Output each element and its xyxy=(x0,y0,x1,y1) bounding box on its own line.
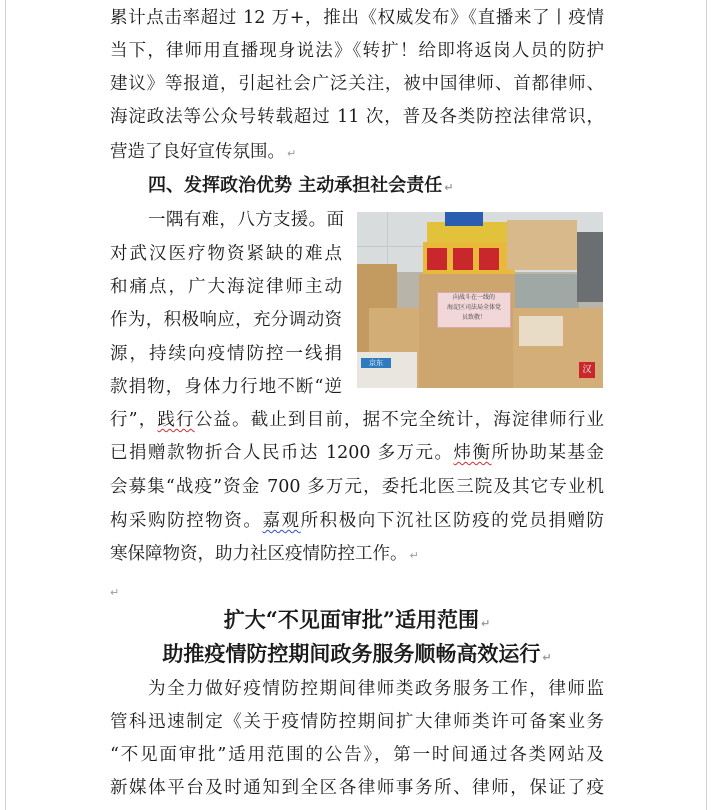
wrapped-line: 作为，积极响应，充分调动资 xyxy=(110,310,342,330)
body-line: 累计点击率超过 12 万+，推出《权威发布》《直播来了丨疫情 xyxy=(110,8,604,28)
donation-photo xyxy=(357,212,603,388)
body-line: 行”，践行公益。截止到目前，据不完全统计，海淀律师行业 xyxy=(110,410,604,430)
paragraph-mark: ↵ xyxy=(409,549,419,562)
article-title-line1: 扩大“不见面审批”适用范围 ↵ xyxy=(223,607,491,632)
paragraph-mark: ↵ xyxy=(287,147,297,160)
donation-sign: 向战斗在一线的 海淀区司法局全体党 员致敬！ xyxy=(437,292,511,328)
body-line-last: 营造了良好宣传氛围。 ↵ xyxy=(110,142,297,162)
body-line: “不见面审批”适用范围的公告》，第一时间通过各类网站及 xyxy=(110,745,604,765)
body-line: 建议》等报道，引起社会广泛关注，被中国律师、首都律师、 xyxy=(110,74,604,94)
page-left-edge xyxy=(5,0,6,810)
body-line: 海淀政法等公众号转载超过 11 次，普及各类防控法律常识， xyxy=(110,107,604,127)
wrapped-line: 对武汉医疗物资紧缺的难点 xyxy=(110,244,342,264)
wrapped-line: 款捐物，身体力行地不断“逆 xyxy=(110,377,342,397)
body-line-last: 寒保障物资，助力社区疫情防控工作。 ↵ xyxy=(110,544,419,564)
wrapped-line: 和痛点，广大海淀律师主动 xyxy=(110,277,342,297)
body-line: 为全力做好疫情防控期间律师类政务服务工作，律师监 xyxy=(148,679,604,699)
body-line: 当下，律师用直播现身说法》《转扩！给即将返岗人员的防护 xyxy=(110,41,604,61)
body-line: 构采购防控物资。嘉观所积极向下沉社区防疫的党员捐赠防 xyxy=(110,511,604,531)
paragraph-mark: ↵ xyxy=(480,617,491,630)
paragraph-mark: ↵ xyxy=(444,181,454,194)
paragraph-mark: ↵ xyxy=(110,586,120,599)
paragraph-mark: ↵ xyxy=(542,651,552,664)
wrapped-line: 源，持续向疫情防控一线捐 xyxy=(110,344,342,364)
wrapped-line: 一隅有难，八方支援。面 xyxy=(148,210,344,230)
box-label: 京东 xyxy=(361,358,391,368)
section-heading: 四、发挥政治优势 主动承担社会责任 ↵ xyxy=(148,175,454,196)
body-line: 会募集“战疫”资金 700 多万元，委托北医三院及其它专业机 xyxy=(110,477,604,497)
page-right-edge xyxy=(706,0,707,810)
body-line: 管科迅速制定《关于疫情防控期间扩大律师类许可备案业务 xyxy=(110,712,604,732)
box-tag: 汉 xyxy=(579,362,595,378)
article-title-line2: 助推疫情防控期间政务服务顺畅高效运行 ↵ xyxy=(162,641,552,666)
body-line: 已捐赠款物折合人民币达 1200 多万元。炜衡所协助某基金 xyxy=(110,443,604,463)
body-line: 新媒体平台及时通知到全区各律师事务所、律师，保证了疫 xyxy=(110,778,604,798)
